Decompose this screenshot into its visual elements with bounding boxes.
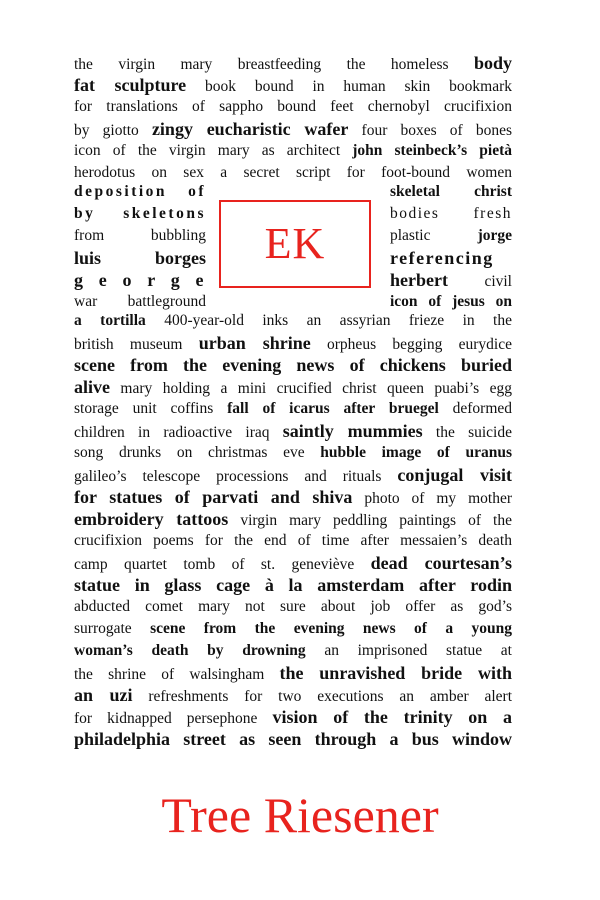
text-line: [74, 618, 512, 640]
text-run: an imprisoned statue at: [305, 642, 512, 659]
text-line: [74, 310, 512, 332]
emphasized-phrase: hubble image of uranus: [320, 444, 512, 461]
text-run: surrogate: [74, 620, 151, 637]
text-line: [74, 420, 512, 442]
text-line: [74, 247, 206, 269]
emphasized-phrase: woman’s death by drowning: [74, 642, 306, 659]
emphasized-phrase: herbert: [390, 270, 448, 290]
emphasized-phrase: embroidery tattoos: [74, 509, 229, 529]
text-run: the virgin mary breastfeeding the homeless: [74, 56, 474, 73]
author-name: Tree Riesener: [161, 787, 439, 843]
text-run: icon of the virgin mary as architect: [74, 142, 353, 159]
text-run: from bubbling: [74, 227, 206, 244]
text-run: war battleground: [74, 293, 206, 310]
text-run: camp quartet tomb of st. geneviève: [74, 556, 371, 573]
emphasized-phrase: philadelphia street as seen through a bus window: [74, 729, 512, 749]
text-line: [74, 596, 512, 618]
text-run: 400-year-old inks an assyrian frieze in the: [145, 312, 512, 329]
text-line: [74, 376, 512, 398]
emphasized-phrase: dead courtesan’s: [370, 553, 512, 573]
text-run: orpheus begging eurydice: [310, 336, 512, 353]
emphasized-phrase: zingy eucharistic wafer: [151, 119, 349, 139]
text-run: plastic: [390, 227, 478, 244]
text-run: the suicide: [422, 424, 512, 441]
text-line: [74, 203, 206, 225]
text-run: civil: [447, 273, 512, 290]
text-line: [74, 530, 512, 552]
text-line: [74, 464, 512, 486]
emphasized-phrase: a tortilla: [74, 312, 146, 329]
text-run: refreshments for two executions an amber alert: [132, 688, 512, 705]
text-run: herodotus on sex a secret script for foot-bound women: [74, 164, 512, 181]
emphasized-phrase: icon of jesus on: [390, 293, 512, 310]
emphasized-phrase: skeletal christ: [390, 183, 512, 200]
text-line: [74, 140, 512, 162]
text-line: [74, 225, 206, 247]
text-run: by giotto: [74, 122, 152, 139]
text-line: [390, 203, 512, 225]
emphasized-phrase: conjugal visit: [397, 465, 512, 485]
text-line: [74, 354, 512, 376]
publisher-logo-box: [219, 200, 371, 288]
text-run: storage unit coffins: [74, 400, 228, 417]
text-run: mary holding a mini crucified christ queen puabi’s egg: [110, 380, 512, 397]
emphasized-phrase: fall of icarus after bruegel: [227, 400, 439, 417]
text-line: [390, 225, 512, 247]
text-run: four boxes of bones: [348, 122, 512, 139]
text-run: children in radioactive iraq: [74, 424, 283, 441]
emphasized-phrase: an uzi: [74, 685, 133, 705]
text-line: [390, 269, 512, 291]
emphasized-phrase: body: [473, 53, 512, 73]
emphasized-phrase: for statues of parvati and shiva: [74, 487, 353, 507]
text-run: virgin mary peddling paintings of the: [228, 512, 512, 529]
text-line: [74, 552, 512, 574]
text-run: book bound in human skin bookmark: [186, 78, 512, 95]
text-line: [74, 706, 512, 728]
text-run: for translations of sappho bound feet chernobyl crucifixion: [74, 98, 512, 115]
text-line: [74, 684, 512, 706]
text-run: british museum: [74, 336, 199, 353]
text-run: crucifixion poems for the end of time after messaien’s death: [74, 532, 512, 549]
text-run: photo of my mother: [352, 490, 512, 507]
text-line: [74, 74, 512, 96]
text-run: song drunks on christmas eve: [74, 444, 321, 461]
text-line: [74, 574, 512, 596]
emphasized-phrase: vision of the trinity on a: [272, 707, 512, 727]
emphasized-phrase: the unravished bride with: [279, 663, 512, 683]
emphasized-phrase: referencing: [390, 248, 494, 268]
text-line: [74, 269, 206, 291]
emphasized-phrase: saintly mummies: [282, 421, 423, 441]
emphasized-phrase: deposition of: [74, 183, 206, 200]
text-line: [74, 728, 512, 750]
emphasized-phrase: by skeletons: [74, 205, 206, 222]
text-line: [74, 118, 512, 140]
emphasized-phrase: fat sculpture: [74, 75, 187, 95]
emphasized-phrase: john steinbeck’s pietà: [352, 142, 512, 159]
emphasized-phrase: alive: [74, 377, 110, 397]
text-line: [74, 442, 512, 464]
text-run: deformed: [438, 400, 512, 417]
text-line: [74, 181, 206, 203]
text-run: galileo’s telescope processions and rituals: [74, 468, 398, 485]
text-line: [74, 640, 512, 662]
text-run: the shrine of walsingham: [74, 666, 280, 683]
text-line: [390, 181, 512, 203]
publisher-logo: EK: [264, 219, 326, 268]
text-line: [74, 508, 512, 530]
emphasized-phrase: scene from the evening news of a young: [150, 620, 512, 637]
text-line: [390, 247, 512, 269]
emphasized-phrase: scene from the evening news of chickens buried: [74, 355, 512, 375]
text-run: abducted comet mary not sure about job offer as god’s: [74, 598, 512, 615]
text-line: [74, 662, 512, 684]
text-line: [74, 52, 512, 74]
emphasized-phrase: g e o r g e: [74, 270, 206, 290]
emphasized-phrase: jorge: [477, 227, 512, 244]
text-line: [74, 96, 512, 118]
text-run: bodies fresh: [390, 205, 512, 222]
text-line: [74, 398, 512, 420]
text-line: [74, 332, 512, 354]
text-line: [74, 486, 512, 508]
emphasized-phrase: luis borges: [74, 248, 206, 268]
emphasized-phrase: statue in glass cage à la amsterdam after rodin: [74, 575, 512, 595]
emphasized-phrase: urban shrine: [198, 333, 311, 353]
text-run: for kidnapped persephone: [74, 710, 273, 727]
